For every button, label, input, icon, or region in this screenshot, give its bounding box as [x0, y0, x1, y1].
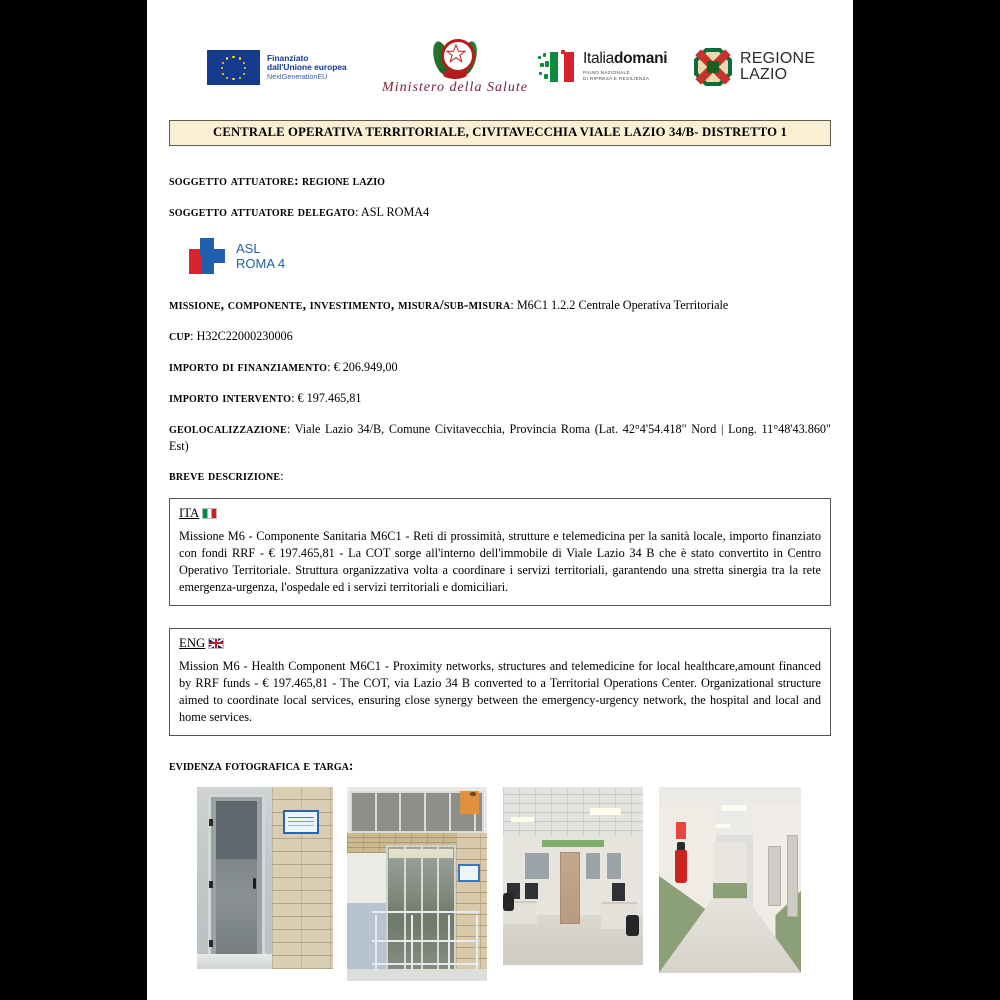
field-cup-value: H32C22000230006 [196, 328, 293, 343]
field-soggetto-attuatore [169, 172, 831, 190]
eu-logo-line2: dall'Unione europea [267, 61, 347, 72]
evidence-label-part4: : [348, 757, 354, 773]
asl-cross-icon [187, 236, 227, 276]
field-breve-descrizione-label: breve descrizione [169, 467, 281, 483]
document-page [147, 0, 853, 1000]
italiadomani-logo [537, 50, 667, 84]
asl-logo-line1: ASL [236, 240, 261, 256]
asl-roma-4-logo [187, 234, 831, 278]
field-missione-sep: : [510, 297, 517, 312]
description-ita-tag: ITA [179, 505, 200, 520]
page-content [169, 0, 831, 981]
field-importo-finanziamento-sep: : [327, 359, 334, 374]
field-breve-descrizione-sep: : [280, 468, 284, 483]
evidence-label-part1: evidenza fotografica [169, 757, 301, 773]
photo-gallery [169, 787, 831, 981]
flag-uk-icon [208, 638, 224, 649]
field-cup-sep: : [190, 328, 197, 343]
evidence-label-part2: e [300, 757, 314, 773]
eu-funding-logo [207, 50, 347, 85]
regione-lazio-logo [694, 48, 815, 86]
italiadomani-wordmark [583, 51, 667, 67]
eu-flag-icon [207, 50, 260, 85]
photo-main-entrance [347, 787, 487, 981]
field-importo-intervento [169, 389, 831, 407]
photo-exterior-door-plaque [197, 787, 333, 969]
field-importo-intervento-value: € 197.465,81 [297, 390, 362, 405]
field-geolocalizzazione-value: Viale Lazio 34/B, Comune Civitavecchia, Provincia Roma (Lat. 42°4'54.418" Nord | Long. 11°48'43.860" Est) [169, 421, 831, 453]
evidence-label-part3: targa [313, 757, 349, 774]
photo-office-interior [503, 787, 643, 965]
field-geolocalizzazione [169, 420, 831, 454]
description-ita-body: Missione M6 - Componente Sanitaria M6C1 - Reti di prossimità, strutture e telemedicina per la sanità locale, importo finanziato con fondi RRF - € 197.465,81 - La COT sorge all'interno dell'immobile di Viale Lazio 34 B che è stato convertito in Centro Operativo Territoriale. Struttura organizzativa volta a coordinare i servizi territoriali, garantendo una stretta sinergia tra la rete emergenza-urgenza, l'ospedale ed i servizi territoriali e domiciliari. [179, 528, 821, 594]
description-eng-body: Mission M6 - Health Component M6C1 - Proximity networks, structures and telemedicine for local healthcare,amount financed by RRF funds - € 197.465,81 - The COT, via Lazio 34 B converted to a Territorial Operations Center. Organizational structure aimed to coordinate local services, ensuring close synergy between the emergency-urgency network, the hospital and local and home services. [179, 658, 821, 724]
field-importo-finanziamento [169, 358, 831, 376]
italiadomani-word-bold: domani [613, 50, 668, 68]
eu-logo-line1: Finanziato [267, 52, 309, 63]
eu-logo-line3: NextGenerationEU [267, 72, 328, 82]
regione-lazio-line2: LAZIO [740, 66, 788, 83]
eu-logo-text [267, 54, 347, 82]
ministero-della-salute-logo [381, 36, 529, 96]
field-importo-intervento-label: importo intervento [169, 389, 292, 405]
field-soggetto-attuatore-value: regione lazio [302, 173, 385, 188]
italiadomani-flag-icon [537, 50, 577, 84]
description-box-ita [169, 498, 831, 606]
italiadomani-text [583, 51, 667, 83]
asl-logo-text [236, 241, 285, 272]
field-soggetto-attuatore-delegato-sep: : [355, 204, 361, 219]
italiadomani-word-light: Italia [583, 50, 614, 68]
evidence-section-label [169, 758, 831, 775]
field-importo-finanziamento-label: importo di finanziamento [169, 358, 328, 374]
field-soggetto-attuatore-delegato [169, 203, 831, 221]
logo-strip [169, 28, 831, 116]
field-soggetto-attuatore-delegato-label: soggetto attuatore delegato [169, 203, 356, 219]
regione-lazio-text [740, 51, 815, 84]
field-breve-descrizione [169, 467, 831, 485]
description-ita-header [179, 506, 821, 521]
field-geolocalizzazione-sep: : [286, 421, 295, 436]
page-title-banner: CENTRALE OPERATIVA TERRITORIALE, CIVITAVECCHIA VIALE LAZIO 34/B- DISTRETTO 1 [169, 120, 831, 146]
italian-republic-emblem-icon [432, 36, 478, 82]
description-box-eng [169, 628, 831, 736]
ministero-label: Ministero della Salute [382, 80, 528, 95]
description-eng-tag: ENG [179, 635, 206, 650]
regione-lazio-emblem-icon [694, 48, 732, 86]
italiadomani-sub-line1: PIANO NAZIONALE [583, 69, 630, 75]
field-missione-value: M6C1 1.2.2 Centrale Operativa Territoriale [516, 297, 729, 312]
photo-corridor [659, 787, 801, 973]
field-soggetto-attuatore-delegato-value: ASL ROMA4 [360, 204, 430, 219]
fields-section [169, 172, 831, 485]
italiadomani-sub-line2: DI RIPRESA E RESILIENZA [583, 76, 650, 82]
field-cup [169, 327, 831, 345]
regione-lazio-line1: REGIONE [740, 49, 816, 67]
field-soggetto-attuatore-label: soggetto attuatore: [169, 173, 299, 188]
field-missione [169, 296, 831, 314]
field-importo-finanziamento-value: € 206.949,00 [333, 359, 398, 374]
field-geolocalizzazione-label: geolocalizzazione [169, 420, 287, 436]
field-missione-label: missione, componente, investimento, misura/sub-misura [169, 296, 511, 312]
description-eng-header [179, 636, 821, 651]
field-cup-label: cup [169, 327, 191, 343]
italiadomani-subtitle [583, 70, 667, 83]
field-importo-intervento-sep: : [291, 390, 298, 405]
flag-italy-icon [202, 508, 217, 519]
asl-logo-line2: ROMA 4 [236, 255, 286, 271]
